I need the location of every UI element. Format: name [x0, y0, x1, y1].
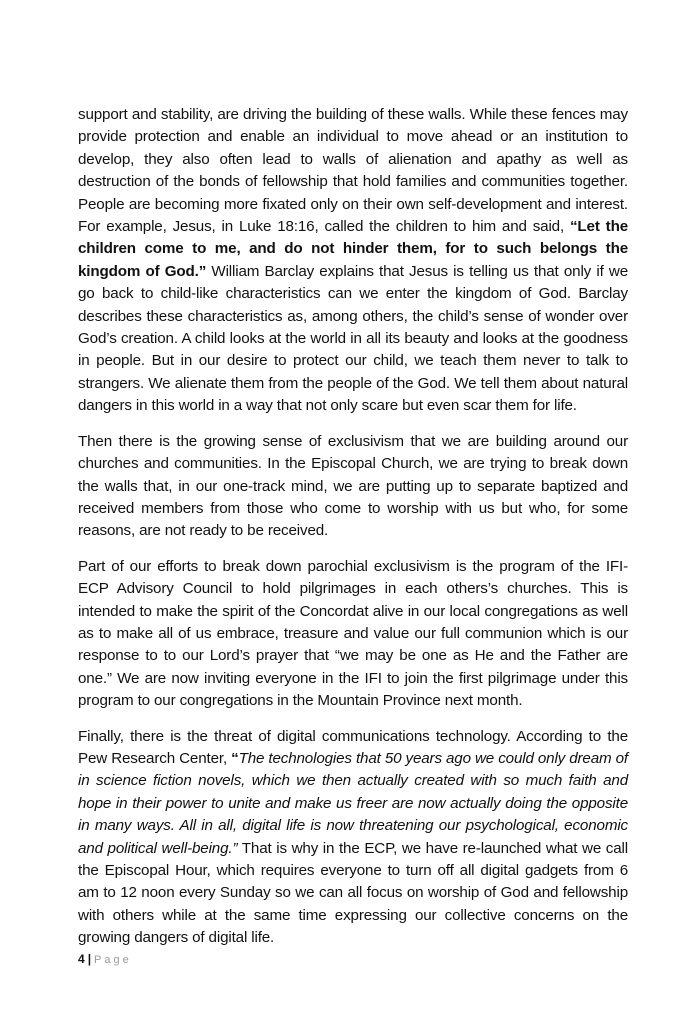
pew-research-quote: The technologies that 50 years ago we could only dream of in science fiction novels, which we then actually created with so much faith and hope in their power to unite and make us freer are now actually doing the opposite in many ways. All in all, digital life is now threatening our psychological, economic and political well-being.” [78, 749, 628, 857]
text-segment: Then there is the growing sense of exclusivism that we are building around our churches and communities. In the Episcopal Church, we are trying to break down the walls that, in our one-track mind, we are putting up to separate baptized and received members from those who come to worship with us but who, for some reasons, are not ready to be received. [78, 432, 628, 540]
bible-quote-luke: “Let the children come to me, and do not hinder them, for to such belongs the kingdom of God.” [78, 218, 628, 280]
page-number: 4 [78, 952, 85, 966]
document-page [78, 104, 628, 963]
page-footer [78, 952, 132, 967]
quote-open-mark: “ [231, 749, 239, 767]
footer-separator: | [87, 952, 92, 966]
paragraph-exclusivism [78, 431, 628, 543]
text-segment: William Barclay explains that Jesus is telling us that only if we go back to child-like characteristics can we enter the kingdom of God. Barclay describes these characteristics as, among others, the child’s sense of wonder over God’s creation. A child looks at the world in all its beauty and looks at the goodness in people. But in our desire to protect our child, we teach them never to talk to strangers. We alienate them from the people of the God. We tell them about natural dangers in this world in a way that not only scare but even scar them for life. [78, 262, 628, 415]
paragraph-children-walls [78, 104, 628, 418]
text-segment: Finally, there is the threat of digital communications technology. According to the Pew Research Center, [78, 727, 628, 767]
text-segment: support and stability, are driving the building of these walls. While these fences may provide protection and enable an individual to move ahead or an institution to develop, they also often lead to walls of alienation and apathy as well as destruction of the bonds of fellowship that hold families and communities together. People are becoming more fixated only on their own self-development and interest. For example, Jesus, in Luke 18:16, called the children to him and said, [78, 106, 628, 236]
page-label: Page [94, 954, 132, 966]
text-segment: That is why in the ECP, we have re-launched what we call the Episcopal Hour, which requires everyone to turn off all digital gadgets from 6 am to 12 noon every Sunday so we can all focus on worship of God and fellowship with others while at the same time expressing our collective concerns on the growing dangers of digital life. [78, 839, 628, 947]
paragraph-pilgrimage [78, 556, 628, 713]
paragraph-digital-technology [78, 726, 628, 950]
text-segment: Part of our efforts to break down parochial exclusivism is the program of the IFI-ECP Advisory Council to hold pilgrimages in each others’s churches. This is intended to make the spirit of the Concordat alive in our local congregations as well as to make all of us embrace, treasure and value our full communion which is our response to to our Lord’s prayer that “we may be one as He and the Father are one.” We are now inviting everyone in the IFI to join the first pilgrimage under this program to our congregations in the Mountain Province next month. [78, 557, 628, 710]
